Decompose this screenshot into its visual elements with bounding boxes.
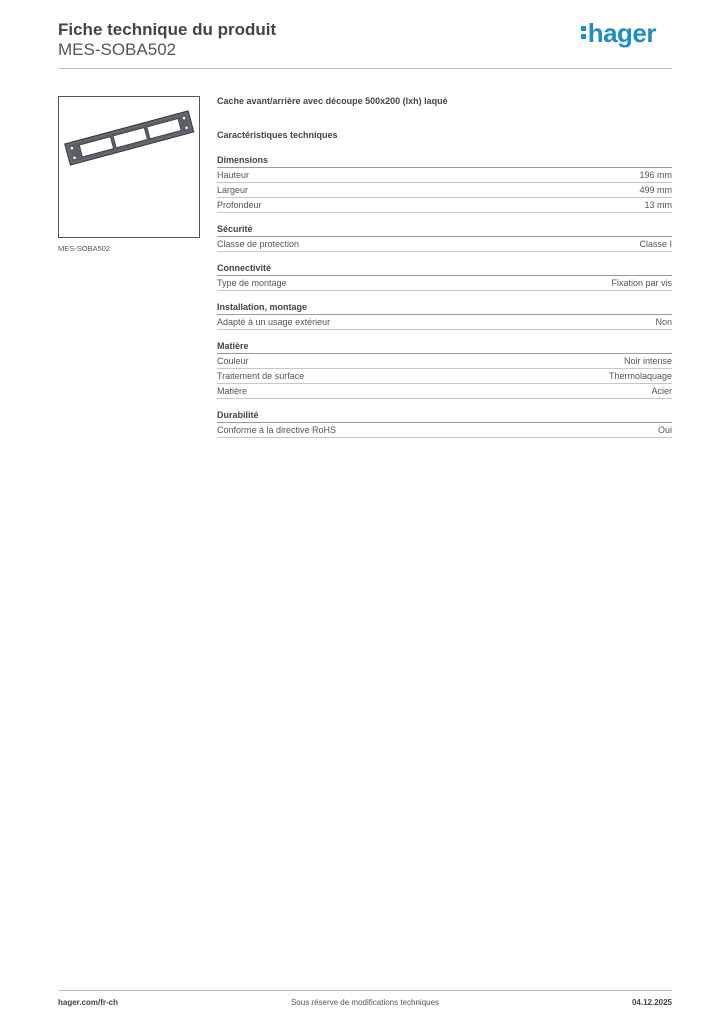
header-divider bbox=[58, 68, 672, 69]
spec-section bbox=[217, 262, 672, 291]
specs-heading: Caractéristiques techniques bbox=[217, 130, 338, 140]
footer-date: 04.12.2025 bbox=[631, 998, 672, 1007]
spec-row bbox=[217, 315, 672, 330]
spec-row bbox=[217, 237, 672, 252]
spec-value: 499 mm bbox=[639, 185, 672, 195]
spec-label: Traitement de surface bbox=[217, 371, 305, 381]
spec-value: Fixation par vis bbox=[611, 278, 672, 288]
product-description: Cache avant/arrière avec découpe 500x200 (lxh) laqué bbox=[217, 96, 448, 106]
page-footer bbox=[58, 998, 672, 1012]
logo-dots-icon bbox=[581, 34, 586, 39]
spec-section bbox=[217, 301, 672, 330]
spec-content bbox=[217, 96, 672, 448]
spec-value: Classe I bbox=[639, 239, 672, 249]
spec-value: 196 mm bbox=[639, 170, 672, 180]
front-cover-plate-illustration bbox=[59, 97, 199, 237]
spec-value: Thermolaquage bbox=[608, 371, 672, 381]
footer-disclaimer: Sous réserve de modifications techniques bbox=[290, 998, 440, 1007]
document-title: Fiche technique du produit bbox=[58, 20, 277, 39]
spec-label: Hauteur bbox=[217, 170, 250, 180]
spec-section bbox=[217, 409, 672, 438]
image-caption: MES-SOBA502 bbox=[58, 244, 111, 253]
spec-row bbox=[217, 276, 672, 291]
spec-value: Non bbox=[655, 317, 672, 327]
spec-row bbox=[217, 423, 672, 438]
spec-value: Noir intense bbox=[623, 356, 672, 366]
spec-row bbox=[217, 384, 672, 399]
product-reference: MES-SOBA502 bbox=[58, 40, 177, 59]
footer-website: hager.com/fr-ch bbox=[58, 998, 119, 1007]
section-title: Durabilité bbox=[217, 409, 672, 423]
spec-value: Acier bbox=[651, 386, 672, 396]
spec-row bbox=[217, 369, 672, 384]
section-title: Connectivité bbox=[217, 262, 672, 276]
spec-sections bbox=[217, 154, 672, 438]
spec-label: Profondeur bbox=[217, 200, 262, 210]
spec-label: Classe de protection bbox=[217, 239, 300, 249]
spec-section bbox=[217, 340, 672, 399]
hager-logo bbox=[581, 20, 656, 46]
spec-value: 13 mm bbox=[644, 200, 672, 210]
spec-row bbox=[217, 354, 672, 369]
product-image bbox=[58, 96, 200, 238]
spec-row bbox=[217, 168, 672, 183]
section-title: Installation, montage bbox=[217, 301, 672, 315]
spec-value: Oui bbox=[657, 425, 672, 435]
spec-label: Couleur bbox=[217, 356, 249, 366]
footer-divider bbox=[58, 990, 672, 991]
section-title: Matière bbox=[217, 340, 672, 354]
spec-label: Conforme à la directive RoHS bbox=[217, 425, 337, 435]
section-title: Dimensions bbox=[217, 154, 672, 168]
logo-text: hager bbox=[587, 18, 656, 48]
section-title: Sécurité bbox=[217, 223, 672, 237]
spec-label: Matière bbox=[217, 386, 248, 396]
spec-row bbox=[217, 183, 672, 198]
spec-label: Adapté à un usage extérieur bbox=[217, 317, 331, 327]
spec-section bbox=[217, 223, 672, 252]
spec-label: Type de montage bbox=[217, 278, 287, 288]
spec-label: Largeur bbox=[217, 185, 249, 195]
page-header bbox=[58, 20, 672, 70]
spec-row bbox=[217, 198, 672, 213]
spec-section bbox=[217, 154, 672, 213]
